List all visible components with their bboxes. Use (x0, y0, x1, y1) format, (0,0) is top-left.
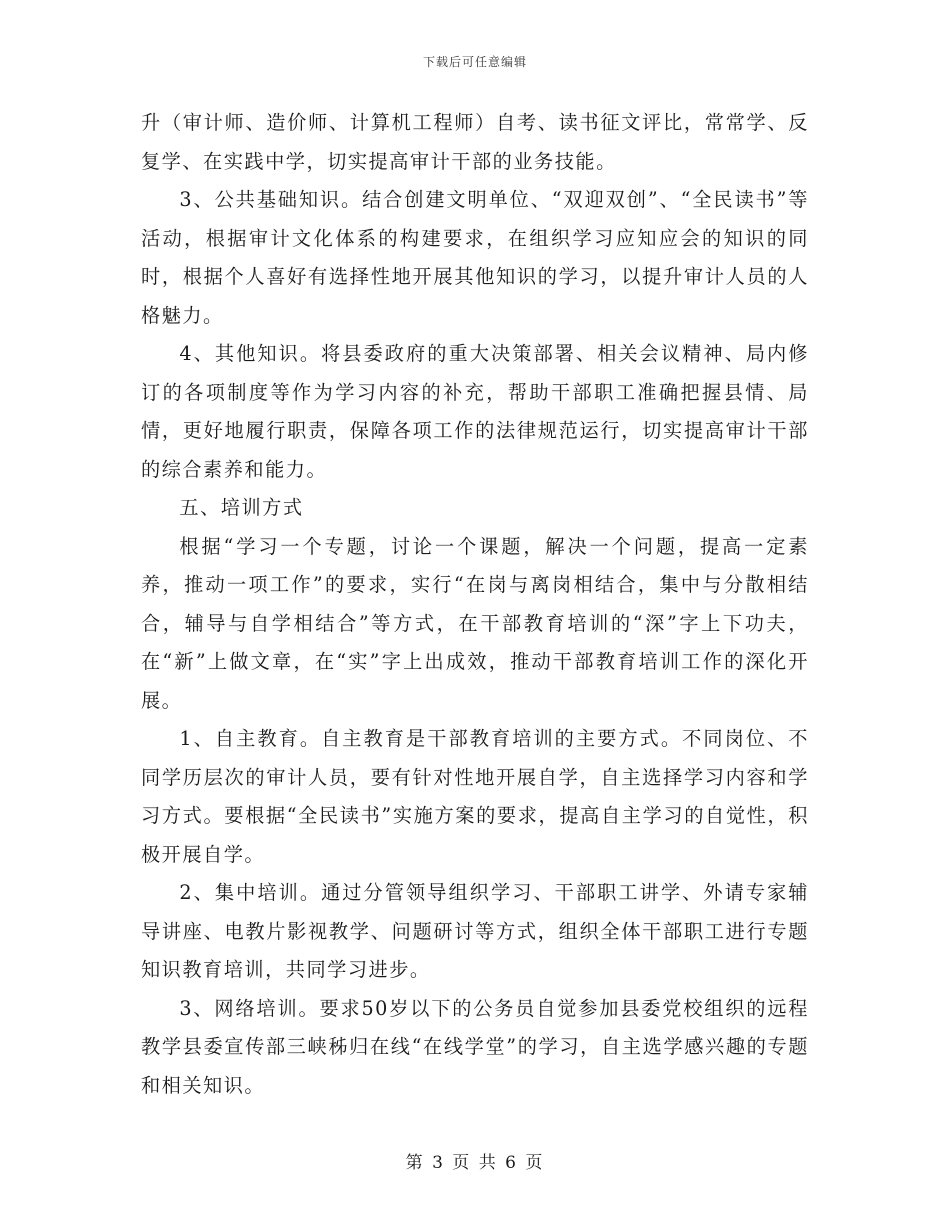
paragraph: 升（审计师、造价师、计算机工程师）自考、读书征文评比，常常学、反复学、在实践中学，切实提高审计干部的业务技能。 (141, 111, 809, 173)
page-number-footer: 第 3 页 共 6 页 (405, 1153, 545, 1173)
paragraph: 根据“学习一个专题，讨论一个课题，解决一个问题，提高一定素养，推动一项工作”的要求，实行“在岗与离岗相结合，集中与分散相结合，辅导与自学相结合”等方式，在干部教育培训的“深”字上下功夫，在“新”上做文章，在“实”字上出成效，推动干部教育培训工作的深化开展。 (141, 534, 809, 712)
document-body (141, 104, 809, 1105)
paragraph: 4、其他知识。将县委政府的重大决策部署、相关会议精神、局内修订的各项制度等作为学习内容的补充，帮助干部职工准确把握县情、局情，更好地履行职责，保障各项工作的法律规范运行，切实提高审计干部的综合素养和能力。 (141, 342, 809, 481)
page-header: 下载后可任意编辑 (422, 55, 527, 69)
section-heading: 五、培训方式 (179, 496, 304, 519)
paragraph: 1、自主教育。自主教育是干部教育培训的主要方式。不同岗位、不同学历层次的审计人员，要有针对性地开展自学，自主选择学习内容和学习方式。要根据“全民读书”实施方案的要求，提高自主学习的自觉性，积极开展自学。 (141, 727, 809, 866)
paragraph: 3、公共基础知识。结合创建文明单位、“双迎双创”、“全民读书”等活动，根据审计文化体系的构建要求，在组织学习应知应会的知识的同时，根据个人喜好有选择性地开展其他知识的学习，以提升审计人员的人格魅力。 (141, 188, 809, 327)
paragraph: 3、网络培训。要求50岁以下的公务员自觉参加县委党校组织的远程教学县委宣传部三峡秭归在线“在线学堂”的学习，自主选学感兴趣的专题和相关知识。 (141, 996, 809, 1097)
paragraph: 2、集中培训。通过分管领导组织学习、干部职工讲学、外请专家辅导讲座、电教片影视教学、问题研讨等方式，组织全体干部职工进行专题知识教育培训，共同学习进步。 (141, 881, 809, 981)
